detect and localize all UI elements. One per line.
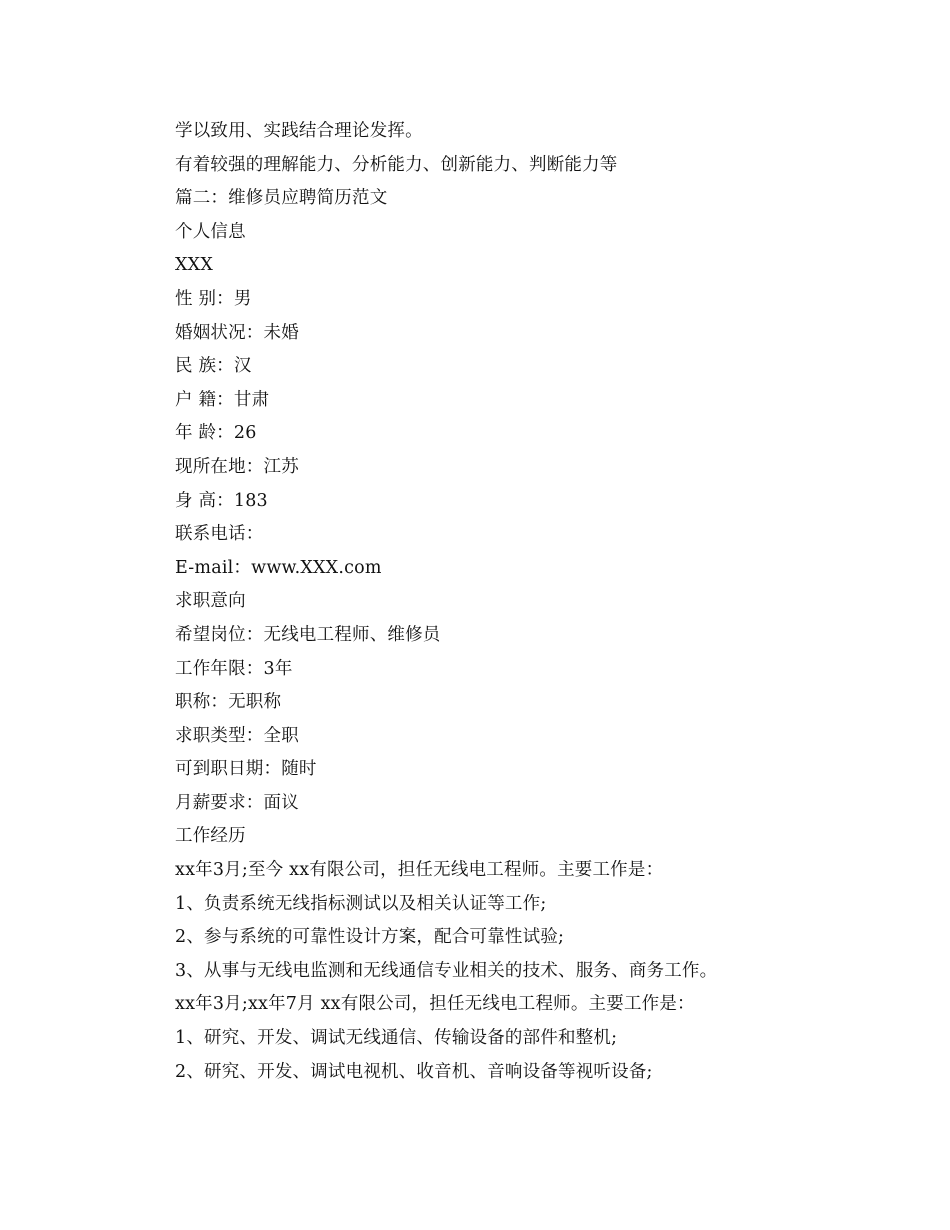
section-heading: 篇二：维修员应聘简历范文 — [175, 188, 388, 209]
title-line: 职称：无职称 — [175, 692, 282, 713]
duty-item: 3、从事与无线电监测和无线通信专业相关的技术、服务、商务工作。 — [175, 960, 718, 981]
gender-line: 性 别：男 — [175, 288, 252, 309]
duty-item: 1、研究、开发、调试无线通信、传输设备的部件和整机; — [175, 1028, 618, 1049]
duty-item: 2、研究、开发、调试电视机、收音机、音响设备等视听设备; — [175, 1061, 653, 1082]
ethnicity-line: 民 族：汉 — [175, 356, 252, 377]
experience-entry: xx年3月;xx年7月 xx有限公司，担任无线电工程师。主要工作是： — [175, 994, 695, 1015]
phone-line: 联系电话： — [175, 524, 264, 545]
text-line: 学以致用、实践结合理论发挥。 — [175, 121, 423, 141]
availability-line: 可到职日期：随时 — [175, 759, 317, 780]
household-register-line: 户 籍：甘肃 — [175, 389, 270, 410]
height-line: 身 高：183 — [175, 490, 268, 511]
section-heading: 求职意向 — [175, 591, 246, 612]
salary-line: 月薪要求：面议 — [175, 792, 299, 813]
job-type-line: 求职类型：全职 — [175, 725, 299, 746]
section-heading: 个人信息 — [175, 221, 246, 242]
work-years-line: 工作年限：3年 — [175, 658, 293, 679]
duty-item: 2、参与系统的可靠性设计方案，配合可靠性试验; — [175, 927, 565, 948]
name-line: XXX — [175, 255, 213, 276]
current-location-line: 现所在地：江苏 — [175, 456, 299, 477]
section-heading: 工作经历 — [175, 826, 246, 847]
duty-item: 1、负责系统无线指标测试以及相关认证等工作; — [175, 893, 547, 914]
desired-position-line: 希望岗位：无线电工程师、维修员 — [175, 624, 441, 645]
age-line: 年 龄：26 — [175, 423, 257, 444]
marital-status-line: 婚姻状况：未婚 — [175, 322, 299, 343]
experience-entry: xx年3月;至今 xx有限公司，担任无线电工程师。主要工作是： — [175, 860, 664, 881]
email-line: E-mail：www.XXX.com — [175, 557, 382, 578]
document-body — [175, 115, 875, 1089]
text-line: 有着较强的理解能力、分析能力、创新能力、判断能力等 — [175, 154, 618, 175]
